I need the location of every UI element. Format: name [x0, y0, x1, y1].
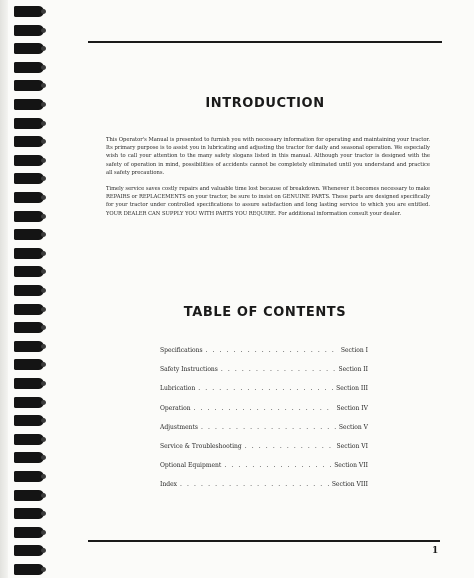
coil-punch-hole: [41, 139, 46, 144]
toc-entry-title: Safety Instructions: [160, 366, 218, 374]
toc-leader-dots: [180, 481, 329, 488]
binding-coil: [8, 341, 44, 353]
table-of-contents: [160, 347, 368, 501]
bottom-rule: [88, 540, 440, 542]
coil-punch-hole: [41, 437, 46, 442]
coil-punch-hole: [41, 325, 46, 330]
toc-leader-dots: [194, 405, 334, 412]
toc-entry-section: Section V: [338, 423, 368, 431]
coil-loop: [14, 25, 44, 36]
toc-entry-title: Optional Equipment: [160, 462, 222, 470]
binding-coil: [8, 545, 44, 557]
coil-loop: [14, 564, 44, 575]
coil-loop: [14, 6, 44, 17]
coil-punch-hole: [41, 307, 46, 312]
coil-loop: [14, 229, 44, 240]
binding-coil: [8, 43, 44, 55]
coil-loop: [14, 80, 44, 91]
coil-loop: [14, 322, 44, 333]
binding-coil: [8, 62, 44, 74]
binding-coil: [8, 434, 44, 446]
coil-loop: [14, 415, 44, 426]
page-number: 1: [432, 546, 439, 556]
toc-entry-title: Index: [160, 481, 178, 489]
coil-loop: [14, 173, 44, 184]
coil-punch-hole: [41, 251, 46, 256]
introduction-paragraph-1: This Operator's Manual is presented to furnish you with necessary information for operating and maintaining your tractor. Its primary purpose is to assist you in lubricating and adjusting the tractor for daily and seasonal operation. We especially wish to call your attention to the many safety slogans listed in this manual. Although your tractor is designed with the safety of operation in mind, possibilities of accidents cannot be completely eliminated until you understand and practice all safety precautions.: [106, 137, 430, 176]
toc-entry-title: Service & Troubleshooting: [160, 442, 242, 450]
toc-entry-section: Section VI: [336, 442, 368, 450]
toc-entry: [160, 366, 368, 385]
binding-coil: [8, 378, 44, 390]
binding-coil: [8, 415, 44, 427]
binding-coil: [8, 99, 44, 111]
coil-punch-hole: [41, 269, 46, 274]
binding-coil: [8, 471, 44, 483]
toc-entry-section: Section I: [340, 347, 368, 354]
toc-entry: [160, 347, 368, 366]
coil-punch-hole: [41, 232, 46, 237]
toc-leader-dots: [198, 385, 333, 392]
toc-leader-dots: [206, 347, 338, 354]
coil-loop: [14, 490, 44, 501]
binding-coil: [8, 322, 44, 334]
coil-loop: [14, 304, 44, 315]
binding-coil: [8, 397, 44, 409]
binding-coil: [8, 490, 44, 502]
toc-entry: [160, 405, 368, 424]
coil-loop: [14, 118, 44, 129]
coil-punch-hole: [41, 381, 46, 386]
coil-loop: [14, 136, 44, 147]
coil-punch-hole: [41, 418, 46, 423]
coil-punch-hole: [41, 548, 46, 553]
coil-punch-hole: [41, 344, 46, 349]
coil-punch-hole: [41, 474, 46, 479]
coil-loop: [14, 155, 44, 166]
coil-punch-hole: [41, 158, 46, 163]
toc-leader-dots: [245, 443, 334, 450]
coil-punch-hole: [41, 9, 46, 14]
binding-coil: [8, 192, 44, 204]
coil-loop: [14, 378, 44, 389]
coil-loop: [14, 452, 44, 463]
binding-coil: [8, 304, 44, 316]
introduction-heading: INTRODUCTION: [205, 96, 325, 111]
coil-punch-hole: [41, 530, 46, 535]
binding-coil: [8, 136, 44, 148]
toc-entry-title: Operation: [160, 404, 191, 412]
coil-loop: [14, 397, 44, 408]
toc-leader-dots: [201, 424, 336, 431]
binding-coil: [8, 211, 44, 223]
toc-entry-title: Lubrication: [160, 385, 196, 393]
coil-punch-hole: [41, 214, 46, 219]
toc-heading: TABLE OF CONTENTS: [183, 305, 347, 320]
binding-coil: [8, 229, 44, 241]
spiral-binding: [0, 0, 50, 578]
coil-loop: [14, 248, 44, 259]
toc-entry-title: Specifications: [160, 347, 203, 354]
coil-punch-hole: [41, 176, 46, 181]
binding-coil: [8, 266, 44, 278]
coil-loop: [14, 43, 44, 54]
coil-punch-hole: [41, 511, 46, 516]
coil-loop: [14, 99, 44, 110]
binding-coil: [8, 155, 44, 167]
coil-punch-hole: [41, 455, 46, 460]
binding-coil: [8, 285, 44, 297]
toc-leader-dots: [224, 462, 331, 469]
coil-loop: [14, 434, 44, 445]
binding-coil: [8, 173, 44, 185]
coil-punch-hole: [41, 102, 46, 107]
binding-coil: [8, 359, 44, 371]
toc-leader-dots: [221, 366, 336, 373]
coil-punch-hole: [41, 195, 46, 200]
toc-entry: [160, 462, 368, 481]
coil-loop: [14, 471, 44, 482]
top-rule: [88, 41, 442, 43]
coil-punch-hole: [41, 121, 46, 126]
binding-coil: [8, 527, 44, 539]
binding-coil: [8, 452, 44, 464]
coil-loop: [14, 62, 44, 73]
toc-entry-title: Adjustments: [160, 423, 198, 431]
toc-entry-section: Section II: [338, 366, 368, 374]
toc-entry: [160, 443, 368, 462]
coil-loop: [14, 545, 44, 556]
toc-entry-section: Section III: [336, 385, 368, 393]
toc-entry-section: Section VII: [334, 462, 368, 470]
coil-loop: [14, 359, 44, 370]
binding-coil: [8, 25, 44, 37]
toc-entry: [160, 385, 368, 404]
coil-loop: [14, 527, 44, 538]
coil-loop: [14, 266, 44, 277]
coil-punch-hole: [41, 46, 46, 51]
toc-entry-section: Section VIII: [331, 481, 368, 489]
toc-entry: [160, 424, 368, 443]
coil-punch-hole: [41, 567, 46, 572]
coil-punch-hole: [41, 65, 46, 70]
coil-punch-hole: [41, 83, 46, 88]
coil-loop: [14, 285, 44, 296]
coil-punch-hole: [41, 362, 46, 367]
coil-loop: [14, 341, 44, 352]
binding-coil: [8, 6, 44, 18]
binding-coil: [8, 118, 44, 130]
binding-coil: [8, 564, 44, 576]
coil-punch-hole: [41, 493, 46, 498]
coil-loop: [14, 211, 44, 222]
introduction-paragraph-2: Timely service saves costly repairs and valuable time lost because of breakdown. Whenever it becomes necessary to make REPAIRS or REPLACEMENTS on your tractor, be sure to insist on GENUINE PARTS. These parts are designed specifically for your tractor under controlled specifications to assure satisfaction and long lasting service to which you are entitled. YOUR DEALER CAN SUPPLY YOU WITH PARTS YOU REQUIRE. For additional information consult your dealer.: [106, 186, 430, 217]
binding-coil: [8, 248, 44, 260]
coil-punch-hole: [41, 28, 46, 33]
coil-loop: [14, 508, 44, 519]
coil-punch-hole: [41, 400, 46, 405]
coil-loop: [14, 192, 44, 203]
toc-entry: [160, 481, 368, 500]
toc-entry-section: Section IV: [336, 404, 368, 412]
binding-coil: [8, 508, 44, 520]
binding-coil: [8, 80, 44, 92]
coil-punch-hole: [41, 288, 46, 293]
